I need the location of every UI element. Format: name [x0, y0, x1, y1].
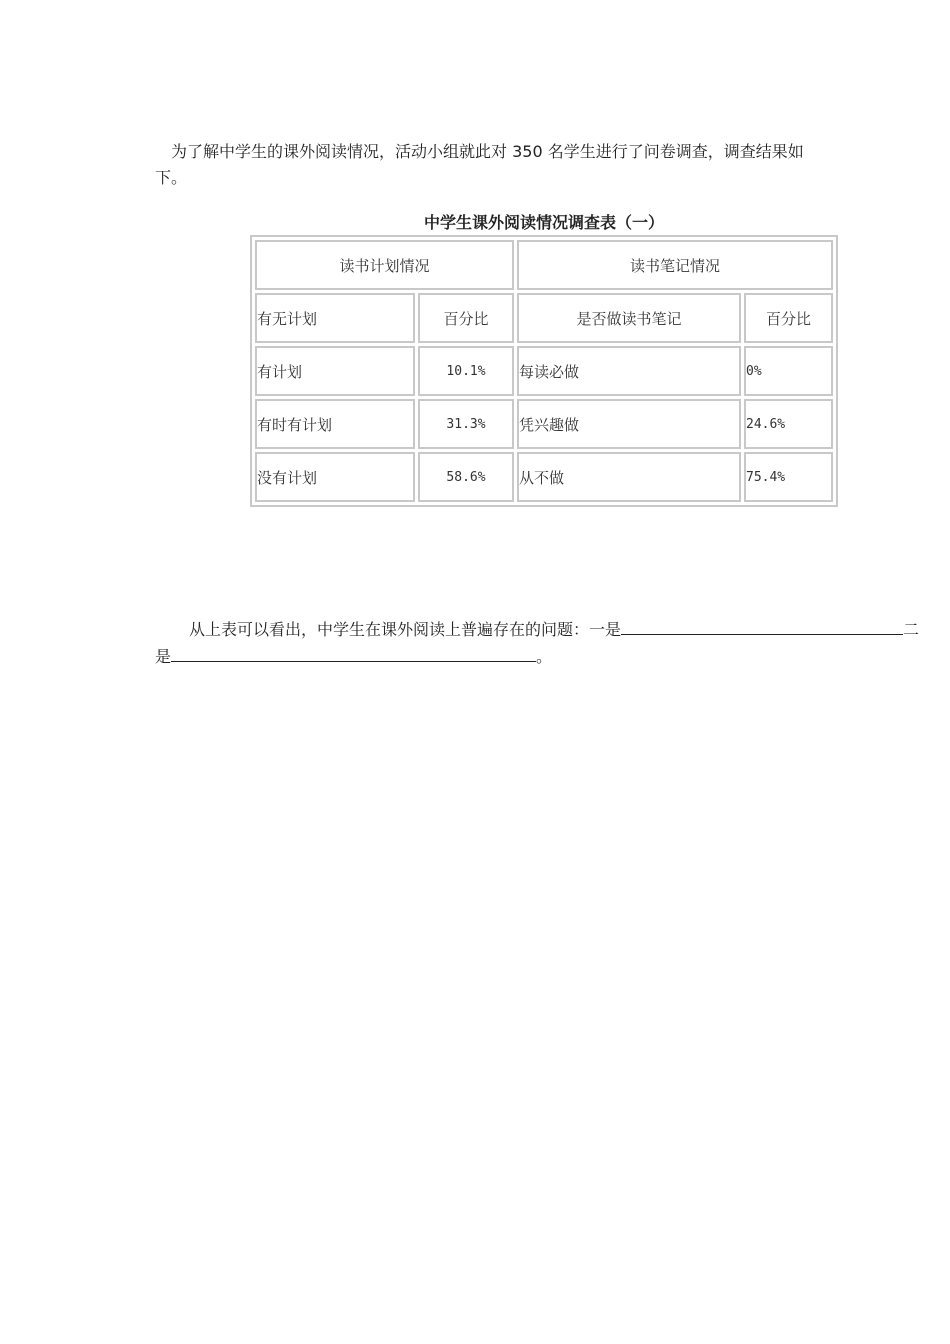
- column-header-notes-percent: 百分比: [744, 293, 833, 343]
- table-cell: 0%: [744, 346, 833, 396]
- table-group-header-row: [255, 240, 833, 290]
- intro-paragraph: 为了解中学生的课外阅读情况，活动小组就此对 350 名学生进行了问卷调查，调查结果如下。: [155, 142, 804, 187]
- table-cell: 75.4%: [744, 452, 833, 502]
- table-cell: 有时有计划: [255, 399, 415, 449]
- answer-blank-2[interactable]: [171, 643, 536, 662]
- conclusion-text-2: 二是: [155, 620, 920, 666]
- column-header-plan-percent: 百分比: [418, 293, 514, 343]
- table-cell: 24.6%: [744, 399, 833, 449]
- group-header-reading-notes: 读书笔记情况: [517, 240, 833, 290]
- table-row: [255, 399, 833, 449]
- group-header-reading-plan: 读书计划情况: [255, 240, 514, 290]
- table-column-header-row: [255, 293, 833, 343]
- column-header-has-plan: 有无计划: [255, 293, 415, 343]
- table-cell: 10.1%: [418, 346, 514, 396]
- table-cell: 从不做: [517, 452, 741, 502]
- survey-table: [250, 235, 838, 507]
- answer-blank-1[interactable]: [621, 616, 903, 635]
- table-cell: 31.3%: [418, 399, 514, 449]
- table-cell: 凭兴趣做: [517, 399, 741, 449]
- table-row: [255, 452, 833, 502]
- table-row: [255, 346, 833, 396]
- column-header-takes-notes: 是否做读书笔记: [517, 293, 741, 343]
- table-cell: 每读必做: [517, 346, 741, 396]
- conclusion-text-1: 从上表可以看出，中学生在课外阅读上普遍存在的问题：一是: [189, 620, 622, 639]
- table-cell: 没有计划: [255, 452, 415, 502]
- table-cell: 有计划: [255, 346, 415, 396]
- conclusion-paragraph: [155, 616, 935, 670]
- table-cell: 58.6%: [418, 452, 514, 502]
- conclusion-text-3: 。: [536, 647, 553, 666]
- table-title: 中学生课外阅读情况调查表（一）: [423, 213, 664, 232]
